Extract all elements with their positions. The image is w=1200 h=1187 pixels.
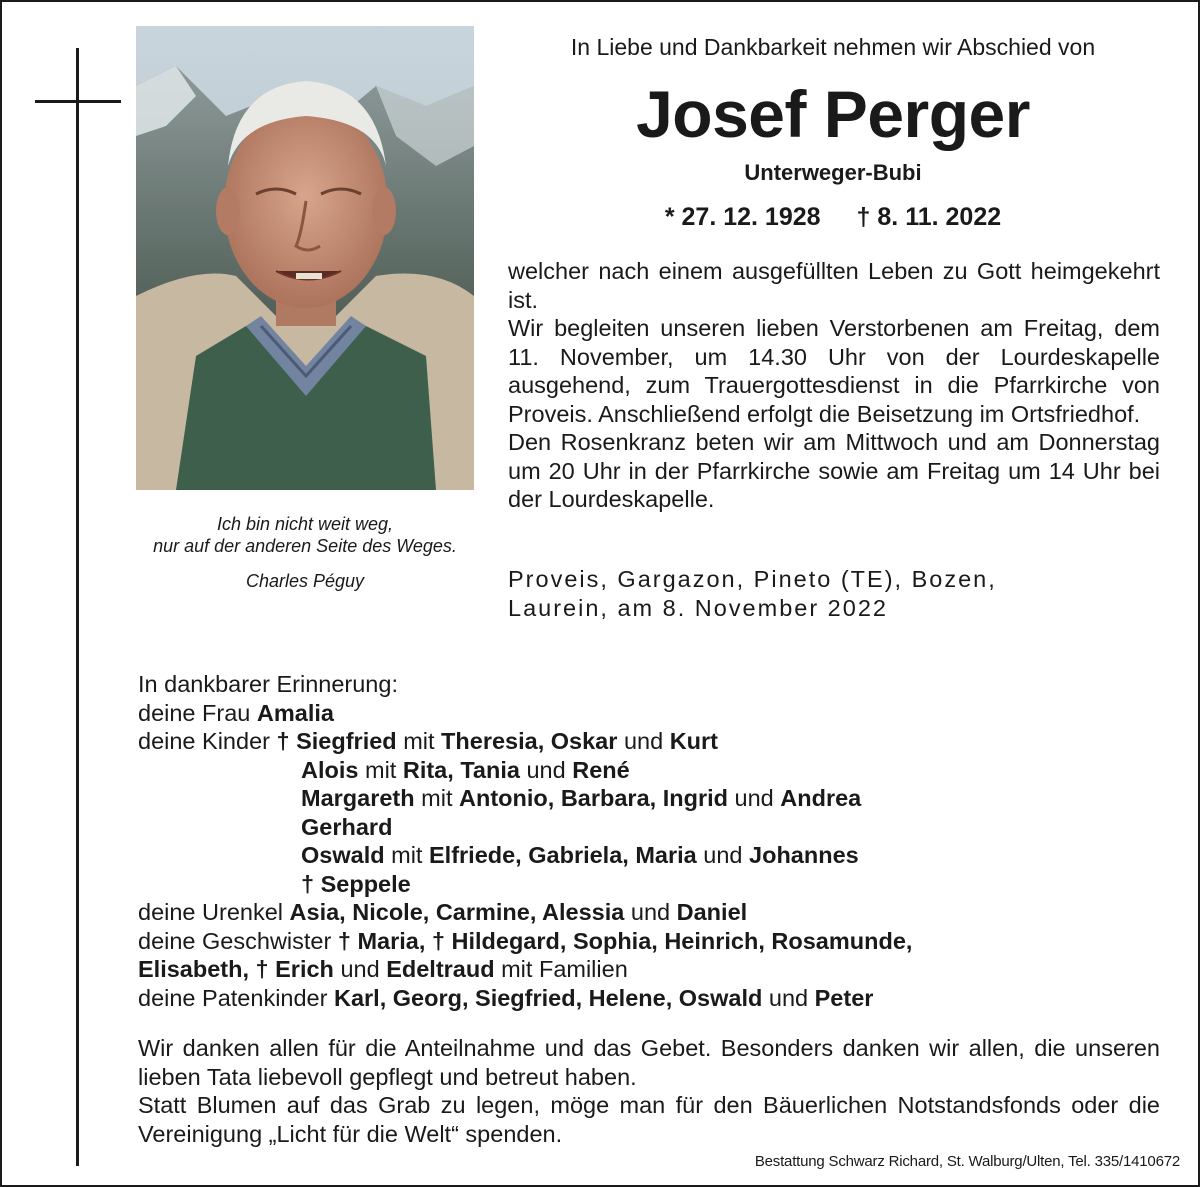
place-line-1: Proveis, Gargazon, Pineto (TE), Bozen, (508, 566, 997, 592)
thanks-paragraph-1: Wir danken allen für die Anteilnahme und das Gebet. Besonders danken wir allen, die unseren lieben Tata liebevoll gepflegt und betreut haben. (138, 1035, 1160, 1090)
nickname: Unterweger-Bubi (744, 160, 922, 185)
quote-line-1: Ich bin nicht weit weg, (216, 514, 394, 534)
death-date: † 8. 11. 2022 (856, 203, 1002, 231)
godchildren-label: deine Patenkinder (138, 984, 328, 1011)
siblings-list-2: Elisabeth, † Erich (138, 956, 334, 982)
undertaker-credit: Bestattung Schwarz Richard, St. Walburg/Ulten, Tel. 335/1410672 (754, 1153, 1180, 1170)
child-family-last: Kurt (669, 728, 718, 754)
life-dates (508, 201, 1158, 233)
greatgrand-and: und (630, 899, 671, 925)
family-child-row (138, 813, 1158, 842)
child-family-last: Johannes (749, 842, 859, 868)
announcement-paragraph-1: welcher nach einem ausgefüllten Leben zu Gott heimgekehrt ist. (508, 258, 1160, 313)
place-line-2: Laurein, am 8. November 2022 (508, 594, 888, 621)
child-family-last: Andrea (780, 785, 862, 811)
announcement-text (508, 257, 1160, 514)
child-and: und (703, 842, 743, 868)
siblings-label: deine Geschwister (138, 927, 332, 954)
announcement-paragraph-3: Den Rosenkranz beten wir am Mittwoch und am Donnerstag um 20 Uhr in der Pfarrkirche sowie am Freitag um 14 Uhr bei der Lourdeskapelle. (508, 429, 1160, 512)
wife-name: Amalia (256, 699, 334, 726)
family-wife (138, 699, 1158, 728)
family-heading: In dankbarer Erinnerung: (138, 671, 398, 697)
godchildren-last: Peter (814, 984, 874, 1011)
announcement-paragraph-2: Wir begleiten unseren lieben Verstorbenen am Freitag, dem 11. November, um 14.30 Uhr von der Lourdeskapelle ausgehend, zum Trauergottesdienst in die Pfarrkirche von Proveis. Anschließend erfolgt die Beisetzung im Ortsfriedhof. (508, 315, 1160, 427)
child-family: Antonio, Barbara, Ingrid (459, 785, 728, 811)
child-name: Gerhard (301, 813, 393, 840)
child-joiner: mit (391, 842, 423, 868)
child-joiner: mit (403, 728, 435, 754)
wife-label: deine Frau (138, 699, 251, 726)
intro-line: In Liebe und Dankbarkeit nehmen wir Abschied von (570, 34, 1096, 60)
family-child-row (138, 784, 1158, 813)
thanks-paragraph-2: Statt Blumen auf das Grab zu legen, möge man für den Bäuerlichen Notstandsfonds oder die Vereinigung „Licht für die Welt“ spenden. (138, 1092, 1160, 1147)
birth-date: * 27. 12. 1928 (664, 203, 821, 231)
family-siblings (138, 927, 1158, 956)
children-label: deine Kinder (138, 728, 270, 754)
deceased-name: Josef Perger (636, 77, 1030, 151)
child-and: und (623, 728, 664, 754)
child-family: Theresia, Oskar (441, 728, 618, 754)
siblings-and: und (340, 956, 380, 982)
child-family-last: René (572, 756, 630, 783)
portrait-photo (136, 26, 474, 490)
greatgrand-list: Asia, Nicole, Carmine, Alessia (289, 899, 625, 925)
child-name: Alois (301, 756, 359, 783)
godchildren-list: Karl, Georg, Siegfried, Helene, Oswald (333, 984, 763, 1011)
quote (136, 513, 474, 557)
family-greatgrandchildren (138, 898, 1158, 927)
family-child-row (138, 756, 1158, 785)
siblings-suffix: mit Familien (501, 956, 628, 982)
cross-bar (35, 100, 121, 103)
greatgrand-label: deine Urenkel (138, 899, 284, 925)
quote-line-2: nur auf der anderen Seite des Weges. (153, 536, 457, 556)
child-name: Margareth (301, 785, 415, 811)
greatgrand-last: Daniel (676, 899, 748, 925)
place-and-date (508, 565, 1160, 622)
child-name: † Siegfried (276, 728, 397, 754)
cross-icon (76, 48, 79, 1166)
family-child-row (138, 727, 1158, 756)
child-joiner: mit (365, 756, 397, 783)
quote-author: Charles Péguy (245, 571, 365, 591)
godchildren-and: und (768, 984, 809, 1011)
child-name: Oswald (301, 842, 385, 868)
child-name: † Seppele (301, 870, 411, 897)
family-godchildren (138, 984, 1158, 1013)
family-child-row (138, 841, 1158, 870)
child-family: Rita, Tania (402, 756, 520, 783)
child-and: und (526, 756, 566, 783)
child-family: Elfriede, Gabriela, Maria (428, 842, 697, 868)
siblings-last: Edeltraud (386, 956, 495, 982)
child-joiner: mit (421, 785, 453, 811)
portrait-illustration (136, 26, 474, 490)
thanks-text (138, 1034, 1160, 1148)
family-list (138, 670, 1158, 1012)
siblings-list-1: † Maria, † Hildegard, Sophia, Heinrich, Rosamunde, (337, 927, 913, 954)
family-child-row (138, 870, 1158, 899)
family-siblings-cont (138, 955, 1158, 984)
child-and: und (734, 785, 774, 811)
